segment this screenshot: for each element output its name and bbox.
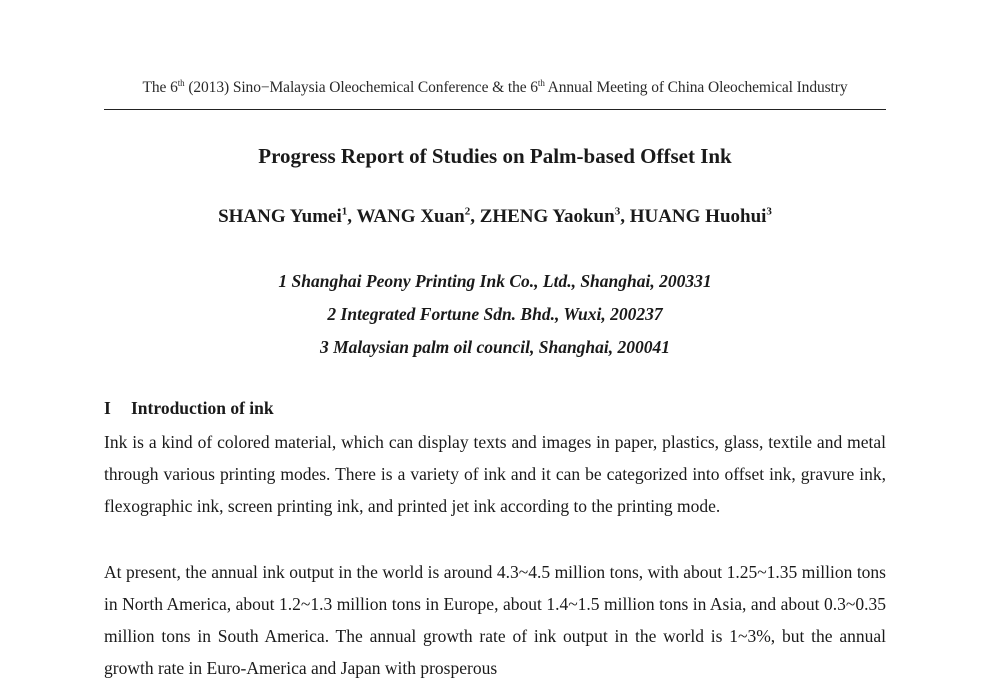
header-sup-2: th <box>537 77 545 88</box>
header-text-1: The 6 <box>142 79 178 96</box>
author-name: ZHENG Yaokun <box>479 206 615 227</box>
section-title: Introduction of ink <box>131 398 274 418</box>
author-separator: , <box>470 206 480 227</box>
affiliation-2: 2 Integrated Fortune Sdn. Bhd., Wuxi, 200237 <box>327 304 663 324</box>
affiliation-3: 3 Malaysian palm oil council, Shanghai, 200041 <box>319 337 671 357</box>
header-sup-1: th <box>177 77 185 88</box>
author-separator: , <box>347 206 357 227</box>
header-text-2: (2013) Sino−Malaysia Oleochemical Conference & the 6 <box>184 79 538 96</box>
header-text-3: Annual Meeting of China Oleochemical Industry <box>544 79 848 96</box>
author-affiliation-mark: 2 <box>464 205 471 218</box>
author-name: SHANG Yumei <box>218 206 342 227</box>
author-affiliation-mark: 1 <box>341 205 348 218</box>
paper-title: Progress Report of Studies on Palm-based Offset Ink <box>258 144 732 168</box>
author-separator: , <box>620 206 630 227</box>
affiliation-1: 1 Shanghai Peony Printing Ink Co., Ltd., Shanghai, 200331 <box>278 271 712 291</box>
section-number: I <box>104 398 111 418</box>
running-header <box>104 79 886 97</box>
author-name: WANG Xuan <box>356 206 465 227</box>
header-rule <box>104 109 886 110</box>
body-paragraph-2: At present, the annual ink output in the world is around 4.3~4.5 million tons, with about 1.25~1.35 million tons in North America, about 1.2~1.3 million tons in Europe, about 1.4~1.5 million tons in Asia, and about 0.3~0.35 million tons in South America. The annual growth rate of ink output in the world is 1~3%, but the annual growth rate in Euro-America and Japan with prosperous <box>104 562 886 678</box>
author-name: HUANG Huohui <box>629 206 767 227</box>
author-affiliation-mark: 3 <box>766 205 772 218</box>
body-paragraph-1: Ink is a kind of colored material, which can display texts and images in paper, plastics, glass, textile and metal through various printing modes. There is a variety of ink and it can be categorized into offset ink, gravure ink, flexographic ink, screen printing ink, and printed jet ink according to the printing mode. <box>104 432 886 516</box>
author-list <box>0 206 990 228</box>
section-heading <box>104 398 274 419</box>
author-affiliation-mark: 3 <box>614 205 621 218</box>
